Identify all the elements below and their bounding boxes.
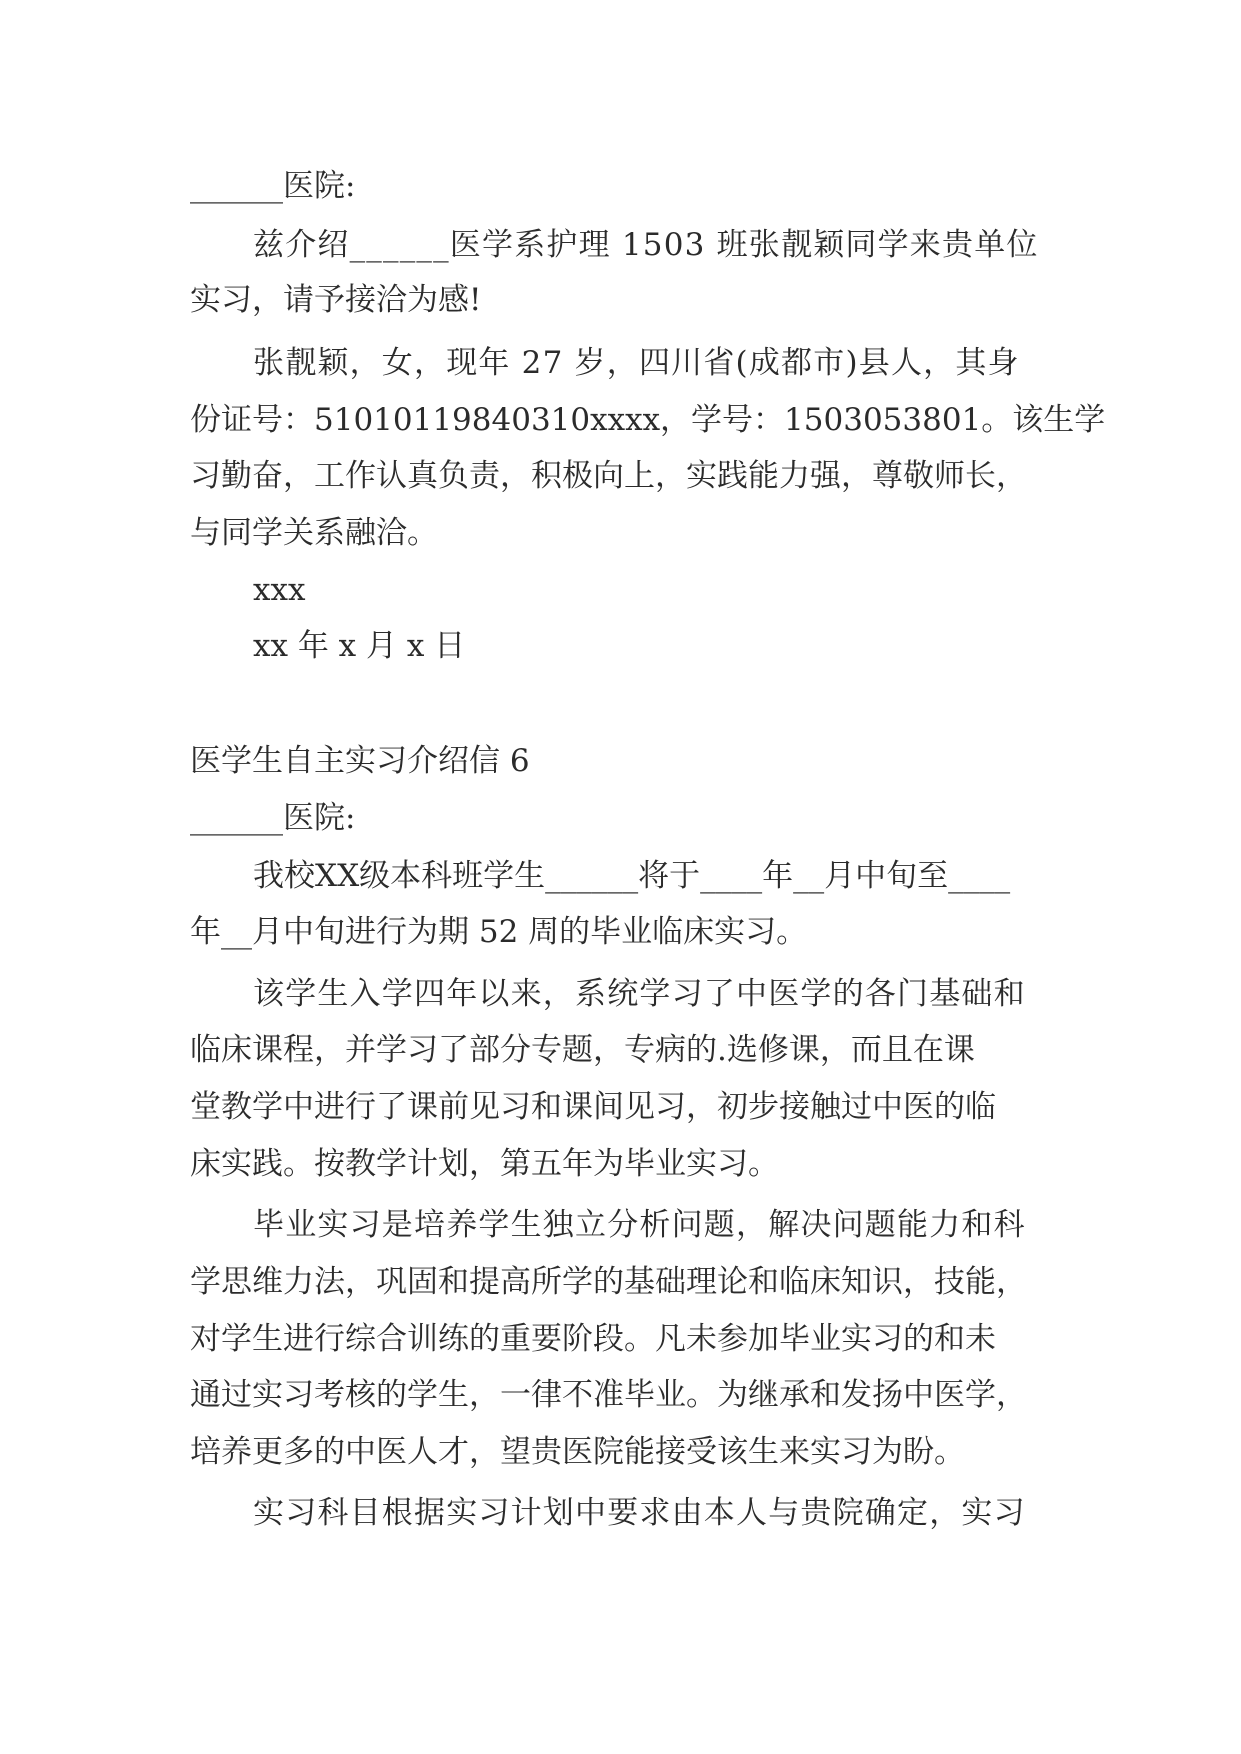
internship-period-line-2: 年__月中旬进行为期 52 周的毕业临床实习。 [190, 914, 808, 950]
salutation-hospital-2: ______医院: [190, 800, 356, 836]
intro-paragraph-line-1: 兹介绍______医学系护理 1503 班张靓颖同学来贵单位 [253, 227, 1039, 263]
study-background-line-2: 临床课程，并学习了部分专题，专病的.选修课，而且在课 [190, 1032, 975, 1068]
graduation-internship-line-4: 通过实习考核的学生，一律不准毕业。为继承和发扬中医学， [190, 1377, 1027, 1413]
study-background-line-1: 该学生入学四年以来，系统学习了中医学的各门基础和 [253, 976, 1026, 1012]
graduation-internship-line-5: 培养更多的中医人才，望贵医院能接受该生来实习为盼。 [190, 1434, 965, 1470]
date-line: xx 年 x 月 x 日 [253, 628, 466, 664]
salutation-hospital: ______医院: [190, 168, 356, 204]
graduation-internship-line-1: 毕业实习是培养学生独立分析问题，解决问题能力和科 [253, 1207, 1026, 1243]
student-info-line-1: 张靓颖，女，现年 27 岁，四川省(成都市)县人，其身 [253, 345, 1020, 381]
student-info-line-2: 份证号：51010119840310xxxx，学号：1503053801。该生学 [190, 402, 1106, 438]
section-title: 医学生自主实习介绍信 6 [190, 743, 530, 779]
intro-paragraph-line-2: 实习，请予接洽为感! [190, 282, 482, 318]
study-background-line-3: 堂教学中进行了课前见习和课间见习，初步接触过中医的临 [190, 1089, 996, 1125]
internship-subjects-line-1: 实习科目根据实习计划中要求由本人与贵院确定，实习 [253, 1495, 1026, 1531]
graduation-internship-line-3: 对学生进行综合训练的重要阶段。凡未参加毕业实习的和未 [190, 1321, 996, 1357]
internship-period-line-1: 我校XX级本科班学生______将于____年__月中旬至____ [253, 858, 1011, 894]
study-background-line-4: 床实践。按教学计划，第五年为毕业实习。 [190, 1146, 779, 1182]
student-info-line-4: 与同学关系融洽。 [190, 515, 438, 551]
student-info-line-3: 习勤奋，工作认真负责，积极向上，实践能力强，尊敬师长， [190, 458, 1027, 494]
signature: xxx [253, 572, 306, 608]
graduation-internship-line-2: 学思维力法，巩固和提高所学的基础理论和临床知识，技能， [190, 1264, 1027, 1300]
